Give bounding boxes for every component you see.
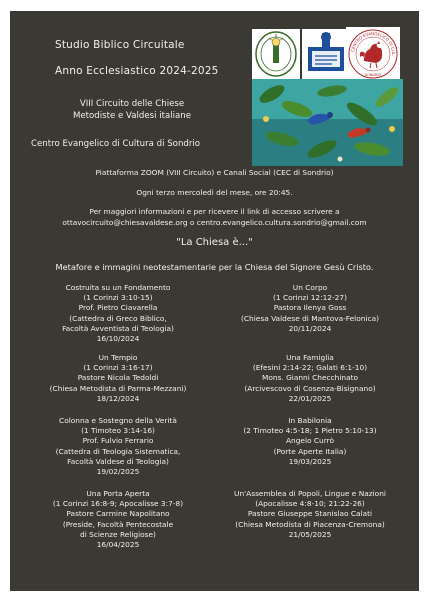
event-affiliation: (Porte Aperte Italia): [273, 446, 347, 456]
event-card: [23, 283, 213, 344]
event-speaker: Pastore Nicola Tedoldi: [77, 373, 159, 383]
event-affiliation-2: Facoltà Valdese di Teologia): [67, 456, 169, 466]
header-circuit-line-2: Metodiste e Valdesi italiane: [72, 111, 192, 122]
event-date: 20/11/2024: [288, 323, 332, 333]
event-title: Un Corpo: [292, 283, 328, 292]
event-speaker: Prof. Pietro Ciavarella: [78, 303, 158, 313]
event-card: [23, 416, 213, 477]
event-speaker: Mons. Gianni Checchinato: [261, 373, 359, 383]
event-speaker: Angelo Currò: [285, 436, 335, 446]
event-date: 16/10/2024: [96, 334, 140, 344]
metodista-emblem-icon: [302, 29, 350, 79]
event-date: 22/01/2025: [288, 393, 332, 403]
schedule-info: Ogni terzo mercoledì del mese, ore 20:45.: [136, 188, 293, 197]
event-date: 16/04/2025: [96, 540, 140, 550]
event-reference: (1 Timoteo 3:14-16): [81, 426, 155, 436]
event-card: [23, 489, 213, 550]
event-reference: (Efesini 2:14-22; Galati 6:1-10): [252, 363, 368, 373]
theme-title: "La Chiesa è...": [176, 237, 253, 248]
event-affiliation: (Chiesa Metodista di Parma-Mezzani): [49, 383, 187, 393]
event-speaker: Pastore Giuseppe Stanislao Calati: [247, 509, 373, 519]
valdese-emblem-icon: [252, 29, 300, 79]
event-affiliation-2: di Scienze Religiose): [80, 529, 156, 539]
event-affiliation: (Preside, Facoltà Pentecostale: [62, 519, 174, 529]
event-affiliation: (Chiesa Metodista di Piacenza-Cremona): [235, 519, 385, 529]
header-circuit-line-1: VIII Circuito delle Chiese: [79, 99, 185, 109]
event-date: 19/02/2025: [96, 467, 140, 477]
event-affiliation: (Chiesa Valdese di Mantova-Felonica): [241, 313, 379, 323]
event-title: Colonna e Sostegno della Verità: [59, 416, 177, 425]
platform-info: Piattaforma ZOOM (VIII Circuito) e Canali Social (CEC di Sondrio): [95, 168, 334, 177]
event-date: 19/03/2025: [288, 456, 332, 466]
contact-emails: ottavocircuito@chiesavaldese.org o centro.evangelico.cultura.sondrio@gmail.com: [62, 218, 367, 227]
event-affiliation: (Arcivescovo di Cosenza-Bisignano): [244, 383, 376, 393]
logo-metodista: [302, 29, 350, 79]
event-reference: (1 Corinzi 3:16-17): [83, 363, 153, 373]
event-date: 18/12/2024: [96, 393, 140, 403]
event-title: Un'Assemblea di Popoli, Lingue e Nazioni: [234, 489, 386, 498]
logo-cec-sondrio: [346, 27, 400, 81]
event-card: [215, 353, 405, 404]
contact-line-1: Per maggiori informazioni e per ricevere il link di accesso scrivere a: [89, 207, 340, 216]
event-title: Costruita su un Fondamento: [65, 283, 171, 292]
header-title-2: Anno Ecclesiastico 2024-2025: [55, 65, 219, 77]
event-affiliation-2: Facoltà Avventista di Teologia): [62, 323, 174, 333]
illustration-painting: [252, 79, 403, 166]
event-reference: (2 Timoteo 4:5-18; 1 Pietro 5:10-13): [243, 426, 377, 436]
event-affiliation: (Cattedra di Teologia Sistematica,: [55, 446, 181, 456]
event-card: [23, 353, 213, 404]
event-title: Una Porta Aperta: [86, 489, 150, 498]
event-reference: (Apocalisse 4:8-10; 21:22-26): [255, 499, 365, 509]
event-speaker: Pastore Carmine Napolitano: [66, 509, 170, 519]
event-card: [215, 416, 405, 467]
header-cec: Centro Evangelico di Cultura di Sondrio: [31, 139, 201, 149]
header-title-1: Studio Biblico Circuitale: [55, 39, 185, 51]
event-card: [215, 489, 405, 540]
event-reference: (1 Corinzi 12:12-27): [273, 293, 347, 303]
event-speaker: Prof. Fulvio Ferrario: [82, 436, 154, 446]
event-speaker: Pastora Ilenya Goss: [273, 303, 347, 313]
logo-seal-subtext: SONDRIO: [364, 73, 382, 77]
event-card: [215, 283, 405, 334]
event-date: 21/05/2025: [288, 529, 332, 539]
event-affiliation: (Cattedra di Greco Biblico,: [69, 313, 167, 323]
logo-valdese: [252, 29, 300, 79]
header-circuit: [62, 98, 202, 122]
poster: [10, 11, 419, 591]
event-reference: (1 Corinzi 3:10-15): [83, 293, 153, 303]
event-title: Un Tempio: [98, 353, 138, 362]
event-title: Una Famiglia: [286, 353, 334, 362]
rooster-seal-icon: [346, 27, 400, 81]
logo-seal-text: CENTRO EVANGELICO DI CUL: [350, 30, 397, 55]
event-title: In Babilonia: [288, 416, 332, 425]
birds-leaves-painting-icon: [252, 79, 403, 166]
theme-subtitle: Metafore e immagini neotestamentarie per la Chiesa del Signore Gesù Cristo.: [55, 262, 374, 272]
event-reference: (1 Corinzi 16:8-9; Apocalisse 3:7-8): [52, 499, 184, 509]
